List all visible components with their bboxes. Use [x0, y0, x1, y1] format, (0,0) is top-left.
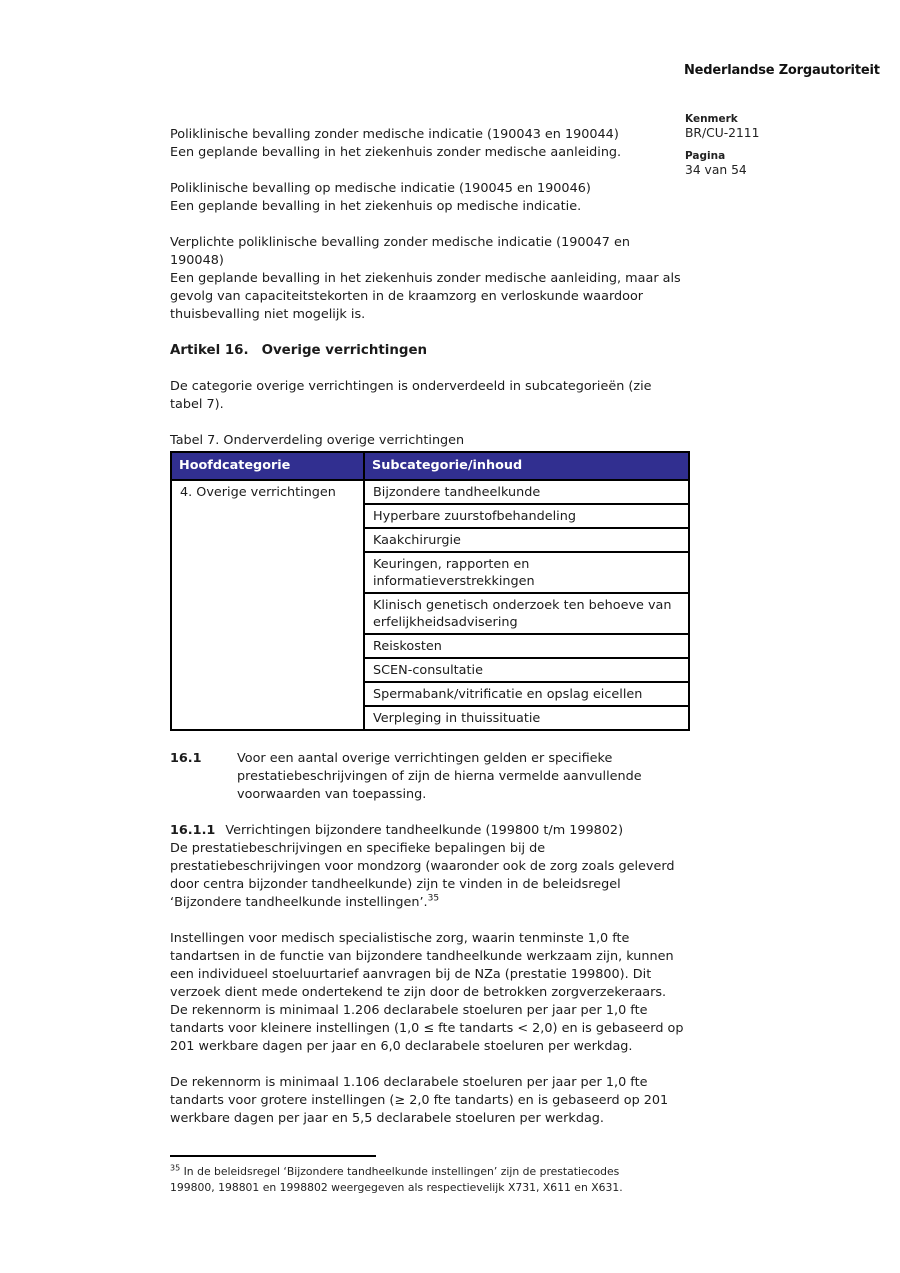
paragraph-poliklinisch-op	[170, 180, 686, 216]
kenmerk-value: BR/CU-2111	[685, 126, 760, 140]
paragraph-desc: Een geplande bevalling in het ziekenhuis zonder medische aanleiding, maar als gevolg van capaciteitstekorten in de kraamzorg en verloskunde waardoor thuisbevalling niet mogelijk is.	[170, 271, 681, 322]
footnote-area	[170, 1155, 650, 1195]
subcategorie-cell: Spermabank/vitrificatie en opslag eicellen	[364, 682, 689, 706]
subcategorie-cell: Bijzondere tandheelkunde	[364, 480, 689, 504]
subcategorie-cell: Verpleging in thuissituatie	[364, 706, 689, 730]
paragraph-rekennorm: De rekennorm is minimaal 1.106 declarabele stoeluren per jaar per 1,0 fte tandarts voor grotere instellingen (≥ 2,0 fte tandarts) en is gebaseerd op 201 werkbare dagen per jaar en 5,5 declarabele stoeluren per werkdag.	[170, 1075, 669, 1126]
footnote-reference: 35	[427, 893, 440, 904]
pagina-value: 34 van 54	[685, 163, 747, 177]
tabel-7-caption: Tabel 7. Onderverdeling overige verrichtingen	[170, 433, 465, 448]
kenmerk-label: Kenmerk	[685, 113, 738, 125]
subcategorie-cell: Hyperbare zuurstofbehandeling	[364, 504, 689, 528]
tabel-7	[170, 451, 690, 731]
footnote-number: 35	[170, 1163, 181, 1173]
section-title: Verrichtingen bijzondere tandheelkunde (199800 t/m 199802)	[225, 823, 624, 838]
pagina-label: Pagina	[685, 150, 726, 162]
paragraph-desc: Een geplande bevalling in het ziekenhuis zonder medische aanleiding.	[170, 145, 622, 160]
section-16-1-1-heading	[170, 822, 686, 840]
section-text: Voor een aantal overige verrichtingen gelden er specifieke prestatiebeschrijvingen of zijn de hierna vermelde aanvullende voorwaarden van toepassing.	[237, 751, 642, 802]
artikel-title: Overige verrichtingen	[261, 343, 428, 358]
subcategorie-cell: Keuringen, rapporten en informatieverstrekkingen	[364, 552, 689, 593]
artikel-16-intro: De categorie overige verrichtingen is onderverdeeld in subcategorieën (zie tabel 7).	[170, 379, 652, 412]
column-header-subcategorie: Subcategorie/inhoud	[364, 452, 689, 480]
hoofdcategorie-cell: 4. Overige verrichtingen	[171, 480, 364, 730]
main-text-column	[170, 126, 686, 1146]
section-16-1	[170, 750, 686, 804]
subcategorie-cell: Reiskosten	[364, 634, 689, 658]
table-row	[171, 480, 689, 504]
section-16-1-1	[170, 822, 686, 912]
paragraph-desc: Een geplande bevalling in het ziekenhuis op medische indicatie.	[170, 199, 582, 214]
paragraph-title: Verplichte poliklinische bevalling zonder medische indicatie (190047 en 190048)	[170, 235, 631, 268]
table-header-row	[171, 452, 689, 480]
document-meta	[685, 113, 865, 187]
footnote-divider	[170, 1155, 376, 1157]
artikel-number: Artikel 16.	[170, 343, 249, 358]
subcategorie-cell: SCEN-consultatie	[364, 658, 689, 682]
paragraph-instellingen: Instellingen voor medisch specialistische zorg, waarin tenminste 1,0 fte tandartsen in de functie van bijzondere tandheelkunde werkzaam zijn, kunnen een individueel stoeluurtarief aanvragen bij de NZa (prestatie 199800). Dit verzoek dient mede ondertekend te zijn door de betrokken zorgverzekeraars. De rekennorm is minimaal 1.206 declarabele stoeluren per jaar per 1,0 fte tandarts voor kleinere instellingen (1,0 ≤ fte tandarts < 2,0) en is gebaseerd op 201 werkbare dagen per jaar en 6,0 declarabele stoeluren per werkdag.	[170, 931, 684, 1054]
paragraph-verplichte	[170, 234, 686, 324]
subcategorie-cell: Kaakchirurgie	[364, 528, 689, 552]
paragraph-poliklinisch-zonder	[170, 126, 686, 162]
artikel-16-heading	[170, 342, 686, 360]
org-name: Nederlandse Zorgautoriteit	[684, 63, 880, 78]
paragraph-title: Poliklinische bevalling zonder medische indicatie (190043 en 190044)	[170, 127, 619, 142]
footnote-text: $^{35}$ In de beleidsregel ‘Bijzondere tandheelkunde instellingen’ zijn de prestatiecodes 199800, 198801 en 1998802 weergegeven als respectievelijk X731, X611 en X631.	[170, 1163, 623, 1194]
column-header-hoofdcategorie: Hoofdcategorie	[171, 452, 364, 480]
section-number: 16.1	[170, 751, 202, 766]
section-body: De prestatiebeschrijvingen en specifieke bepalingen bij de prestatiebeschrijvingen voor mondzorg (waaronder ook de zorg zoals geleverd door centra bijzonder tandheelkunde) zijn te vinden in de beleidsregel ‘Bijzondere tandheelkunde instellingen’.$^{35}$	[170, 841, 675, 910]
subcategorie-cell: Klinisch genetisch onderzoek ten behoeve van erfelijkheidsadvisering	[364, 593, 689, 634]
section-number: 16.1.1	[170, 823, 216, 838]
paragraph-title: Poliklinische bevalling op medische indicatie (190045 en 190046)	[170, 181, 591, 196]
